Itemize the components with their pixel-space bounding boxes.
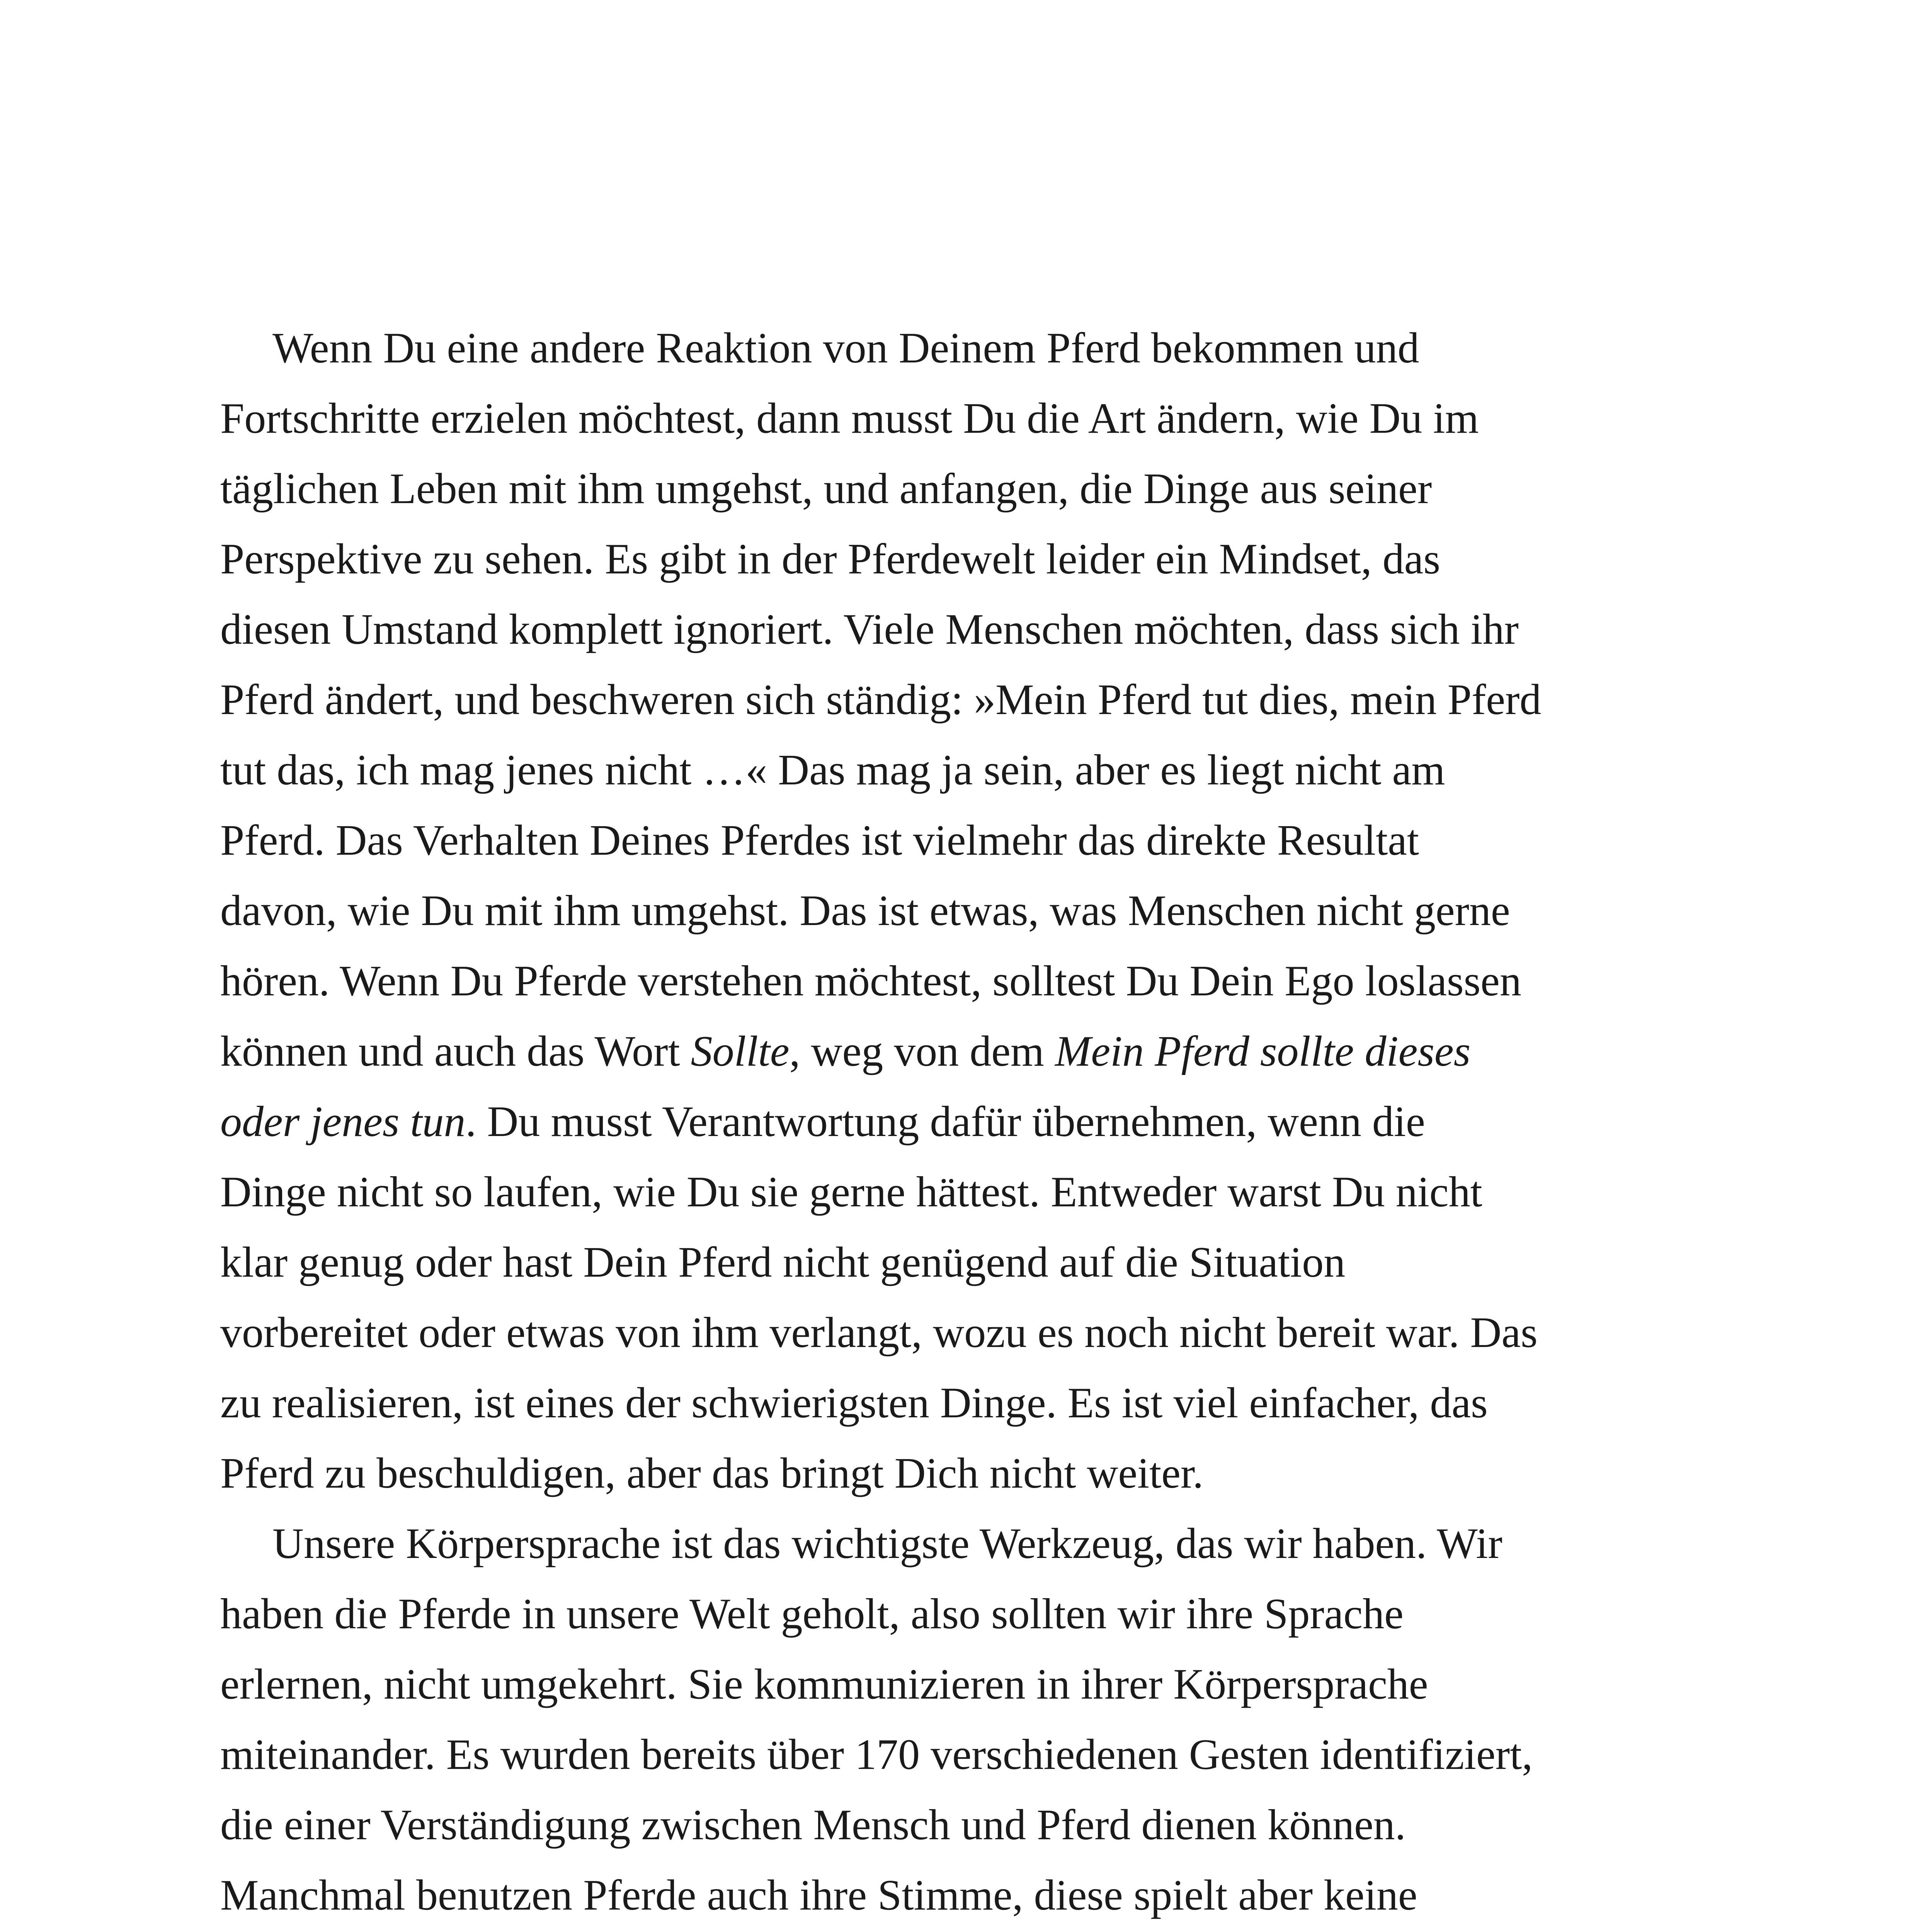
text-line <box>220 1860 1727 1930</box>
text-line <box>220 735 1727 805</box>
text-line <box>220 1438 1727 1509</box>
text-segment: diesen Umstand komplett ignoriert. Viele Menschen möchten, dass sich ihr <box>220 605 1519 653</box>
text-segment: miteinander. Es wurden bereits über 170 verschiedenen Gesten identifiziert, <box>220 1731 1533 1779</box>
text-line <box>220 665 1727 735</box>
text-line <box>220 1509 1727 1579</box>
text-segment: Pferd. Das Verhalten Deines Pferdes ist vielmehr das direkte Resultat <box>220 816 1419 864</box>
italic-text: oder jenes tun <box>220 1098 466 1146</box>
text-line <box>220 1157 1727 1227</box>
text-segment: Pferd zu beschuldigen, aber das bringt Dich nicht weiter. <box>220 1449 1204 1497</box>
text-line <box>220 1016 1727 1087</box>
text-segment: tut das, ich mag jenes nicht …« Das mag ja sein, aber es liegt nicht am <box>220 746 1445 794</box>
text-segment: vorbereitet oder etwas von ihm verlangt, wozu es noch nicht bereit war. Das <box>220 1309 1538 1357</box>
text-line <box>220 1579 1727 1649</box>
text-segment: klar genug oder hast Dein Pferd nicht genügend auf die Situation <box>220 1238 1346 1286</box>
text-segment: haben die Pferde in unsere Welt geholt, also sollten wir ihre Sprache <box>220 1590 1404 1638</box>
text-line <box>220 1930 1727 1932</box>
text-line <box>220 594 1727 665</box>
text-segment: hören. Wenn Du Pferde verstehen möchtest, solltest Du Dein Ego loslassen <box>220 957 1521 1005</box>
text-line <box>220 1649 1727 1719</box>
text-segment: davon, wie Du mit ihm umgehst. Das ist etwas, was Menschen nicht gerne <box>220 887 1510 935</box>
text-segment: Perspektive zu sehen. Es gibt in der Pferdewelt leider ein Mindset, das <box>220 535 1440 583</box>
text-line <box>220 805 1727 876</box>
text-segment: Fortschritte erzielen möchtest, dann musst Du die Art ändern, wie Du im <box>220 395 1479 442</box>
text-line <box>220 1790 1727 1860</box>
text-line <box>220 313 1727 383</box>
text-segment: können und auch das Wort <box>220 1027 691 1075</box>
text-line <box>220 1227 1727 1298</box>
text-segment: Unsere Körpersprache ist das wichtigste Werkzeug, das wir haben. Wir <box>272 1520 1503 1568</box>
text-line <box>220 383 1727 454</box>
text-segment: Manchmal benutzen Pferde auch ihre Stimme, diese spielt aber keine <box>220 1871 1417 1919</box>
text-line <box>220 454 1727 524</box>
text-segment: , weg von dem <box>789 1027 1055 1075</box>
text-segment: täglichen Leben mit ihm umgehst, und anfangen, die Dinge aus seiner <box>220 465 1432 513</box>
italic-text: Mein Pferd sollte dieses <box>1055 1027 1471 1075</box>
text-line <box>220 1087 1727 1157</box>
text-line <box>220 1368 1727 1438</box>
text-line <box>220 876 1727 946</box>
italic-text: Sollte <box>691 1027 790 1075</box>
text-segment: Dinge nicht so laufen, wie Du sie gerne hättest. Entweder warst Du nicht <box>220 1168 1482 1216</box>
text-segment: Wenn Du eine andere Reaktion von Deinem Pferd bekommen und <box>272 324 1419 372</box>
text-line <box>220 1719 1727 1790</box>
body-text <box>220 313 1727 1932</box>
text-segment: . Du musst Verantwortung dafür übernehmen, wenn die <box>465 1098 1425 1146</box>
text-line <box>220 1298 1727 1368</box>
text-line <box>220 524 1727 594</box>
text-line <box>220 946 1727 1016</box>
text-segment: die einer Verständigung zwischen Mensch und Pferd dienen können. <box>220 1801 1406 1849</box>
text-segment: Pferd ändert, und beschweren sich ständig: »Mein Pferd tut dies, mein Pferd <box>220 676 1542 724</box>
text-segment: erlernen, nicht umgekehrt. Sie kommunizieren in ihrer Körpersprache <box>220 1660 1428 1708</box>
text-segment: zu realisieren, ist eines der schwierigsten Dinge. Es ist viel einfacher, das <box>220 1379 1488 1427</box>
